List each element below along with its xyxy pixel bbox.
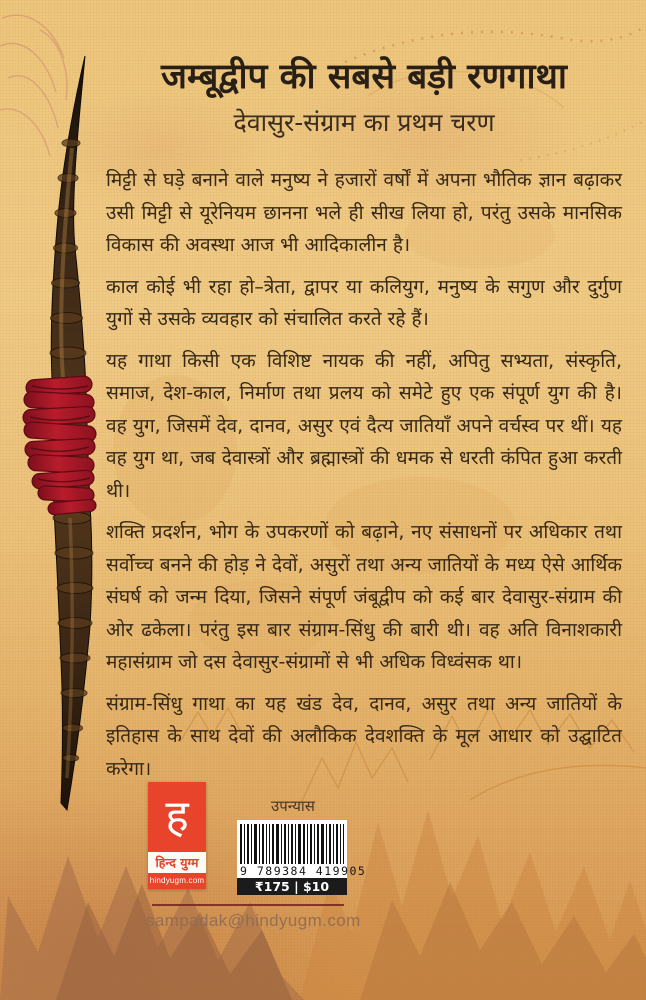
barcode-bars <box>240 824 344 864</box>
publisher-logo-mark <box>148 782 206 852</box>
publisher-logo <box>148 782 206 889</box>
publisher-name: हिन्द युग्म <box>148 852 206 873</box>
price-label: ₹175 | $10 <box>237 878 347 895</box>
synopsis-paragraph-4: शक्ति प्रदर्शन, भोग के उपकरणों को बढ़ाने, नए संसाधनों पर अधिकार तथा सर्वोच्च बनने की होड़ ने देवों, असुरों तथा अन्य जातियों के मध्य ऐसे आर्थिक संघर्ष को जन्म दिया, जिसने संपूर्ण जंबूद्वीप को कई बार देवासुर-संग्राम की ओर ढकेला। परंतु इस बार संग्राम-सिंधु की बारी थी। वह अति विनाशकारी महासंग्राम जो दस देवासुर-संग्रामों से भी अधिक विध्वंसक था। <box>106 521 622 674</box>
synopsis-paragraph-3: यह गाथा किसी एक विशिष्ट नायक की नहीं, अपितु सभ्यता, संस्कृति, समाज, देश-काल, निर्माण तथा प्रलय को समेटे हुए एक संपूर्ण युग की है। वह युग, जिसमें देव, दानव, असुर एवं दैत्य जातियाँ अपने वर्चस्व पर थीं। यह वह युग था, जब देवास्त्रों और ब्रह्मास्त्रों की धमक से धरती कंपित हुआ करती थी। <box>106 349 622 502</box>
synopsis-paragraph-2: काल कोई भी रहा हो–त्रेता, द्वापर या कलियुग, मनुष्य के सगुण और दुर्गुण युगों से उसके व्यवहार को संचालित करते रहे हैं। <box>106 275 622 331</box>
isbn-number: 9 789384 419905 <box>240 864 367 878</box>
back-cover-text <box>106 56 622 794</box>
email-divider <box>152 904 344 906</box>
barcode <box>237 820 367 879</box>
genre-label: उपन्यास <box>271 797 315 815</box>
contact-email: sampadak@hindyugm.com <box>146 911 361 930</box>
publisher-logo-letter: ह <box>165 791 189 842</box>
synopsis-paragraph-1: मिट्टी से घड़े बनाने वाले मनुष्य ने हजारों वर्षों में अपना भौतिक ज्ञान बढ़ाकर उसी मिट्टी से यूरेनियम छानना भले ही सीख लिया हो, परंतु उसके मानसिक विकास की अवस्था आज भी आदिकालीन है। <box>106 169 622 257</box>
rope-grip <box>23 376 97 515</box>
tagline-title: जम्बूद्वीप की सबसे बड़ी रणगाथा <box>161 57 567 97</box>
series-subtitle: देवासुर-संग्राम का प्रथम चरण <box>233 107 495 137</box>
synopsis-paragraph-5: संग्राम-सिंधु गाथा का यह खंड देव, दानव, असुर तथा अन्य जातियों के इतिहास के साथ देवों की अलौकिक देवशक्ति के मूल आधार को उद्घाटित करेगा। <box>106 692 622 780</box>
publisher-website: hindyugm.com <box>148 873 206 889</box>
synopsis <box>106 164 622 785</box>
